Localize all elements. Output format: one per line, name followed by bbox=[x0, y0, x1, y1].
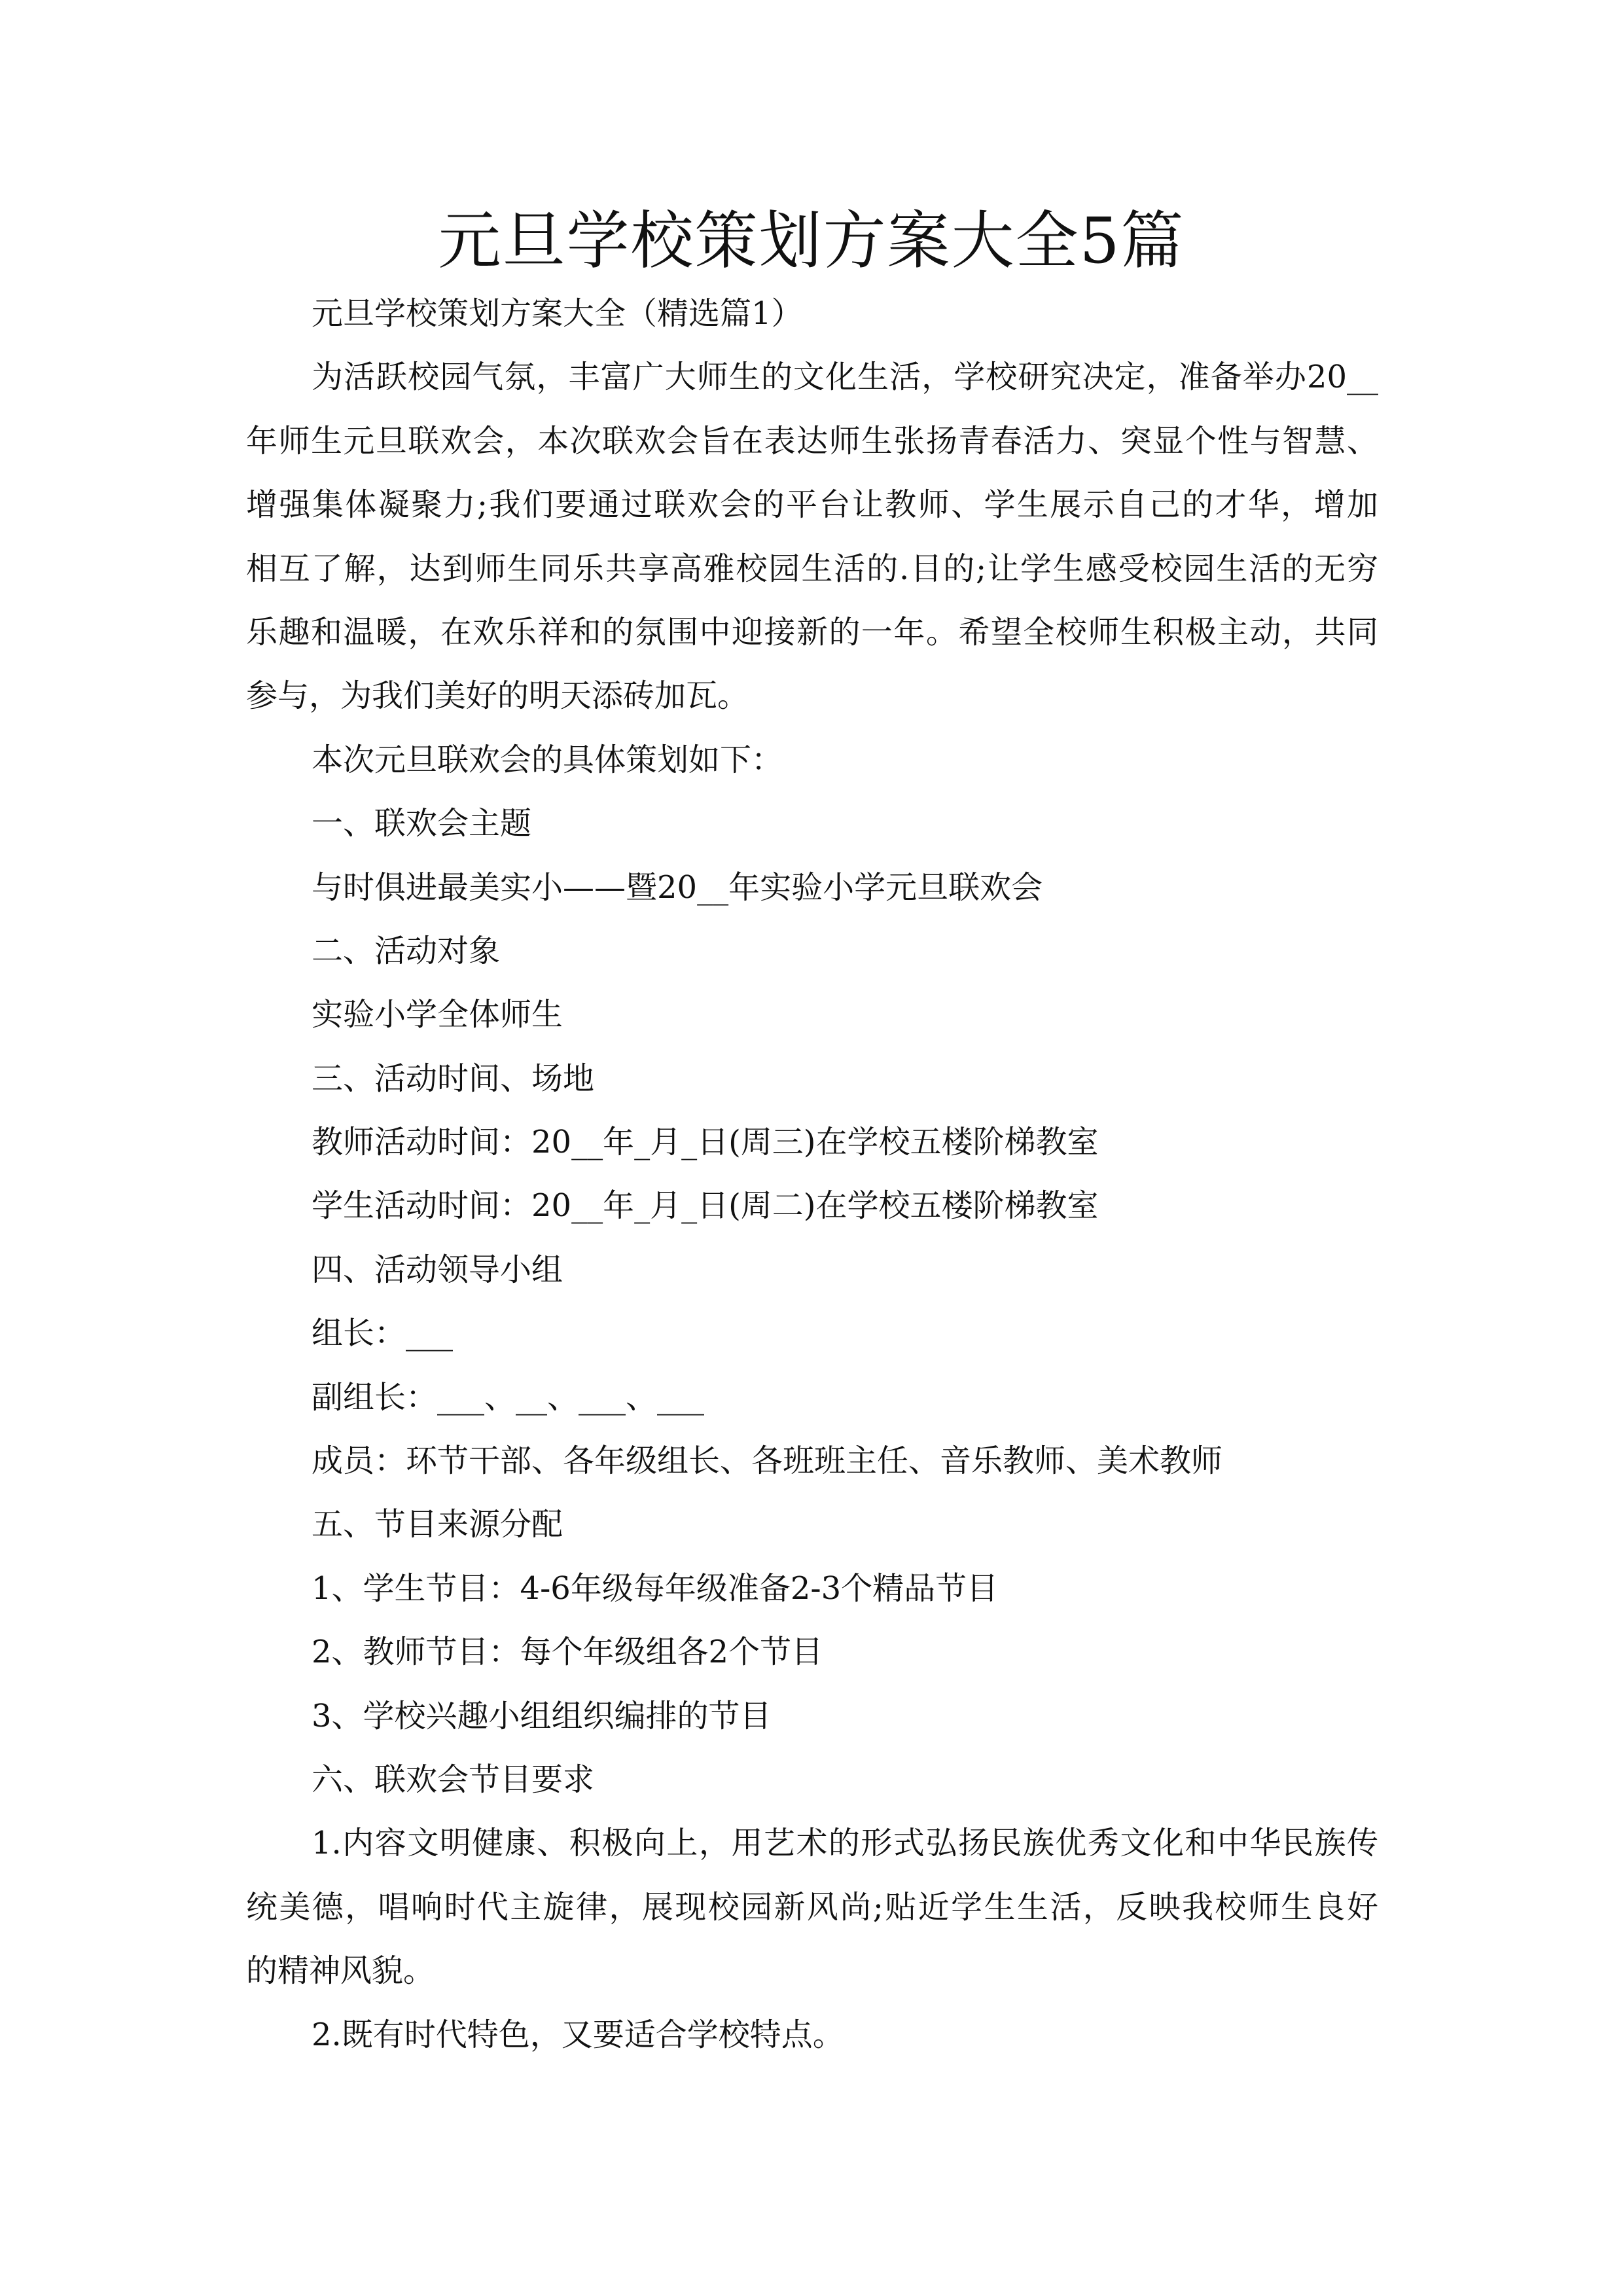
paragraph-line: 增强集体凝聚力;我们要通过联欢会的平台让教师、学生展示自己的才华，增加 bbox=[246, 486, 1378, 524]
section-heading: 二、活动对象 bbox=[312, 932, 501, 969]
paragraph-line: 2.既有时代特色，又要适合学校特点。 bbox=[312, 2016, 844, 2053]
section-heading: 四、活动领导小组 bbox=[312, 1251, 563, 1288]
paragraph-line: 学生活动时间：20__年_月_日(周二)在学校五楼阶梯教室 bbox=[312, 1187, 1099, 1225]
paragraph-line: 1.内容文明健康、积极向上，用艺术的形式弘扬民族优秀文化和中华民族传 bbox=[312, 1825, 1378, 1862]
paragraph-line: 实验小学全体师生 bbox=[312, 996, 563, 1033]
paragraph-line: 副组长：___、__、___、___ bbox=[312, 1378, 705, 1416]
paragraph-line: 教师活动时间：20__年_月_日(周三)在学校五楼阶梯教室 bbox=[312, 1124, 1099, 1161]
paragraph-line: 的精神风貌。 bbox=[246, 1952, 435, 1990]
section-heading: 六、联欢会节目要求 bbox=[312, 1761, 595, 1798]
list-item: 2、教师节目：每个年级组各2个节目 bbox=[312, 1634, 823, 1671]
paragraph-line: 本次元旦联欢会的具体策划如下： bbox=[312, 741, 783, 778]
paragraph-line: 相互了解，达到师生同乐共享高雅校园生活的.目的;让学生感受校园生活的无穷 bbox=[246, 550, 1378, 587]
document-body bbox=[246, 282, 1378, 2067]
paragraph-line: 参与，为我们美好的明天添砖加瓦。 bbox=[246, 677, 749, 715]
section-subtitle: 元旦学校策划方案大全（精选篇1） bbox=[312, 295, 803, 332]
section-heading: 五、节目来源分配 bbox=[312, 1506, 563, 1543]
list-item: 3、学校兴趣小组组织编排的节目 bbox=[312, 1697, 772, 1734]
section-heading: 一、联欢会主题 bbox=[312, 805, 532, 842]
paragraph-line: 乐趣和温暖，在欢乐祥和的氛围中迎接新的一年。希望全校师生积极主动，共同 bbox=[246, 613, 1378, 651]
document-title: 元旦学校策划方案大全5篇 bbox=[438, 204, 1185, 278]
paragraph-line: 统美德，唱响时代主旋律，展现校园新风尚;贴近学生生活，反映我校师生良好 bbox=[246, 1888, 1378, 1926]
paragraph-line: 组长：___ bbox=[312, 1315, 454, 1352]
paragraph-line: 成员：环节干部、各年级组长、各班班主任、音乐教师、美术教师 bbox=[312, 1443, 1223, 1480]
list-item: 1、学生节目：4-6年级每年级准备2-3个精品节目 bbox=[312, 1570, 999, 1607]
paragraph-line: 年师生元旦联欢会，本次联欢会旨在表达师生张扬青春活力、突显个性与智慧、 bbox=[246, 422, 1378, 459]
paragraph-line: 为活跃校园气氛，丰富广大师生的文化生活，学校研究决定，准备举办20__ bbox=[312, 359, 1378, 396]
section-heading: 三、活动时间、场地 bbox=[312, 1060, 595, 1097]
paragraph-line: 与时俱进最美实小——暨20__年实验小学元旦联欢会 bbox=[312, 869, 1043, 906]
